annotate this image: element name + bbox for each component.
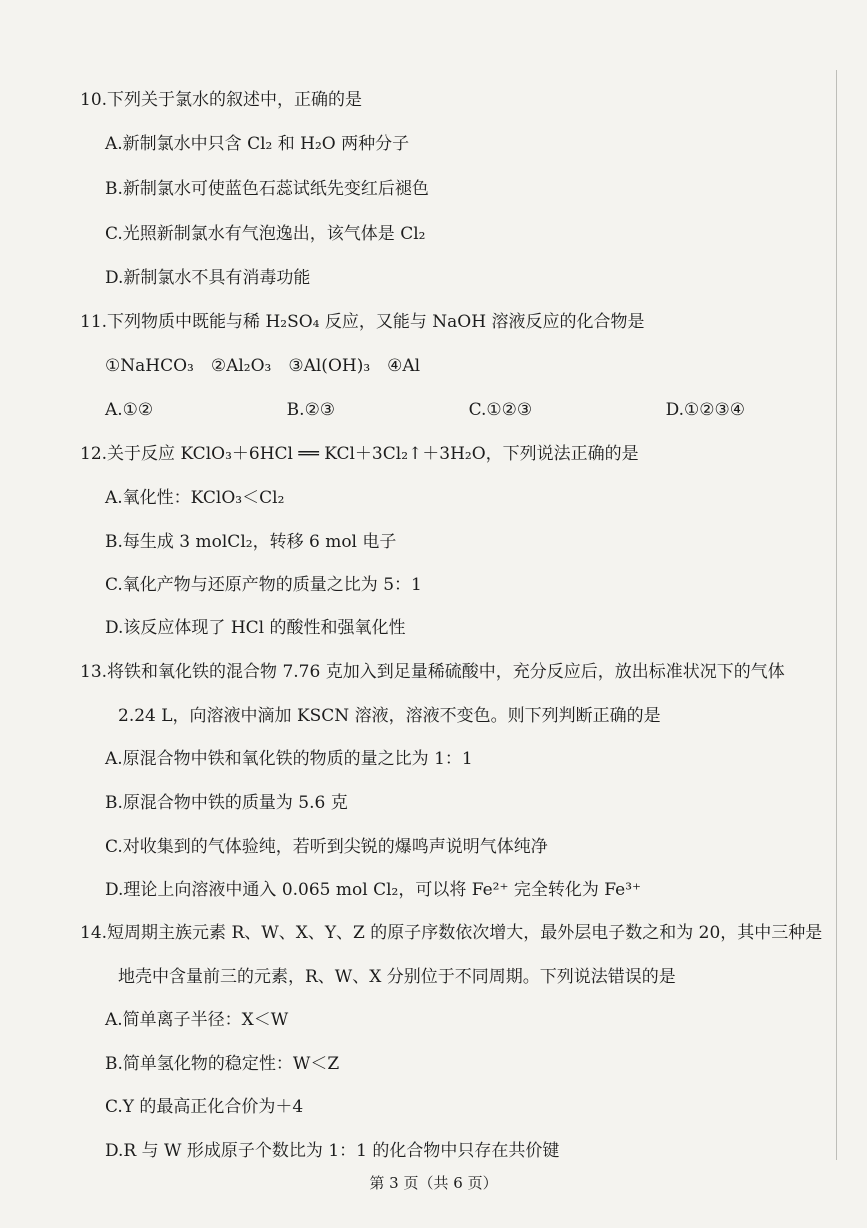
q13-stem-cont: 2.24 L，向溶液中滴加 KSCN 溶液，溶液不变色。则下列判断正确的是 — [118, 706, 661, 726]
page-edge-line — [836, 70, 837, 1160]
q14-option-c: C.Y 的最高正化合价为＋4 — [105, 1097, 304, 1117]
q13-stem: 13.将铁和氧化铁的混合物 7.76 克加入到足量稀硫酸中，充分反应后，放出标准状况下的气体 — [80, 662, 785, 682]
page-footer: 第 3 页（共 6 页） — [369, 1174, 498, 1192]
q11-option-b: B.②③ — [286, 400, 336, 420]
q10-option-d: D.新制氯水不具有消毒功能 — [105, 268, 311, 288]
q12-option-a: A.氧化性：KClO₃＜Cl₂ — [105, 488, 285, 508]
q11-option-c: C.①②③ — [468, 400, 533, 420]
q14-option-b: B.简单氢化物的稳定性：W＜Z — [105, 1054, 340, 1074]
q12-option-c: C.氧化产物与还原产物的质量之比为 5：1 — [105, 575, 422, 595]
q10-option-b: B.新制氯水可使蓝色石蕊试纸先变红后褪色 — [105, 179, 429, 199]
q10-stem: 10.下列关于氯水的叙述中，正确的是 — [80, 90, 363, 110]
q14-option-d: D.R 与 W 形成原子个数比为 1：1 的化合物中只存在共价键 — [105, 1141, 560, 1161]
q13-option-b: B.原混合物中铁的质量为 5.6 克 — [105, 793, 348, 813]
q13-option-c: C.对收集到的气体验纯，若听到尖锐的爆鸣声说明气体纯净 — [105, 837, 548, 857]
q12-stem: 12.关于反应 KClO₃＋6HCl ══ KCl＋3Cl₂↑＋3H₂O，下列说法正确的是 — [80, 444, 639, 464]
q14-stem-cont: 地壳中含量前三的元素，R、W、X 分别位于不同周期。下列说法错误的是 — [118, 967, 676, 987]
q11-option-a: A.①② — [105, 400, 154, 420]
q12-option-b: B.每生成 3 molCl₂，转移 6 mol 电子 — [105, 532, 397, 552]
q10-option-a: A.新制氯水中只含 Cl₂ 和 H₂O 两种分子 — [105, 134, 410, 154]
q13-option-a: A.原混合物中铁和氧化铁的物质的量之比为 1：1 — [105, 749, 473, 769]
q11-stem: 11.下列物质中既能与稀 H₂SO₄ 反应，又能与 NaOH 溶液反应的化合物是 — [80, 312, 645, 332]
q10-option-c: C.光照新制氯水有气泡逸出，该气体是 Cl₂ — [105, 224, 426, 244]
q11-options-row — [105, 398, 745, 422]
q11-items: ①NaHCO₃ ②Al₂O₃ ③Al(OH)₃ ④Al — [105, 356, 421, 376]
q11-option-d: D.①②③④ — [665, 400, 745, 420]
q14-stem: 14.短周期主族元素 R、W、X、Y、Z 的原子序数依次增大，最外层电子数之和为 20，其中三种是 — [80, 923, 823, 943]
q12-option-d: D.该反应体现了 HCl 的酸性和强氧化性 — [105, 618, 406, 638]
q13-option-d: D.理论上向溶液中通入 0.065 mol Cl₂，可以将 Fe²⁺ 完全转化为 Fe³⁺ — [105, 880, 641, 900]
q14-option-a: A.简单离子半径：X＜W — [105, 1010, 289, 1030]
